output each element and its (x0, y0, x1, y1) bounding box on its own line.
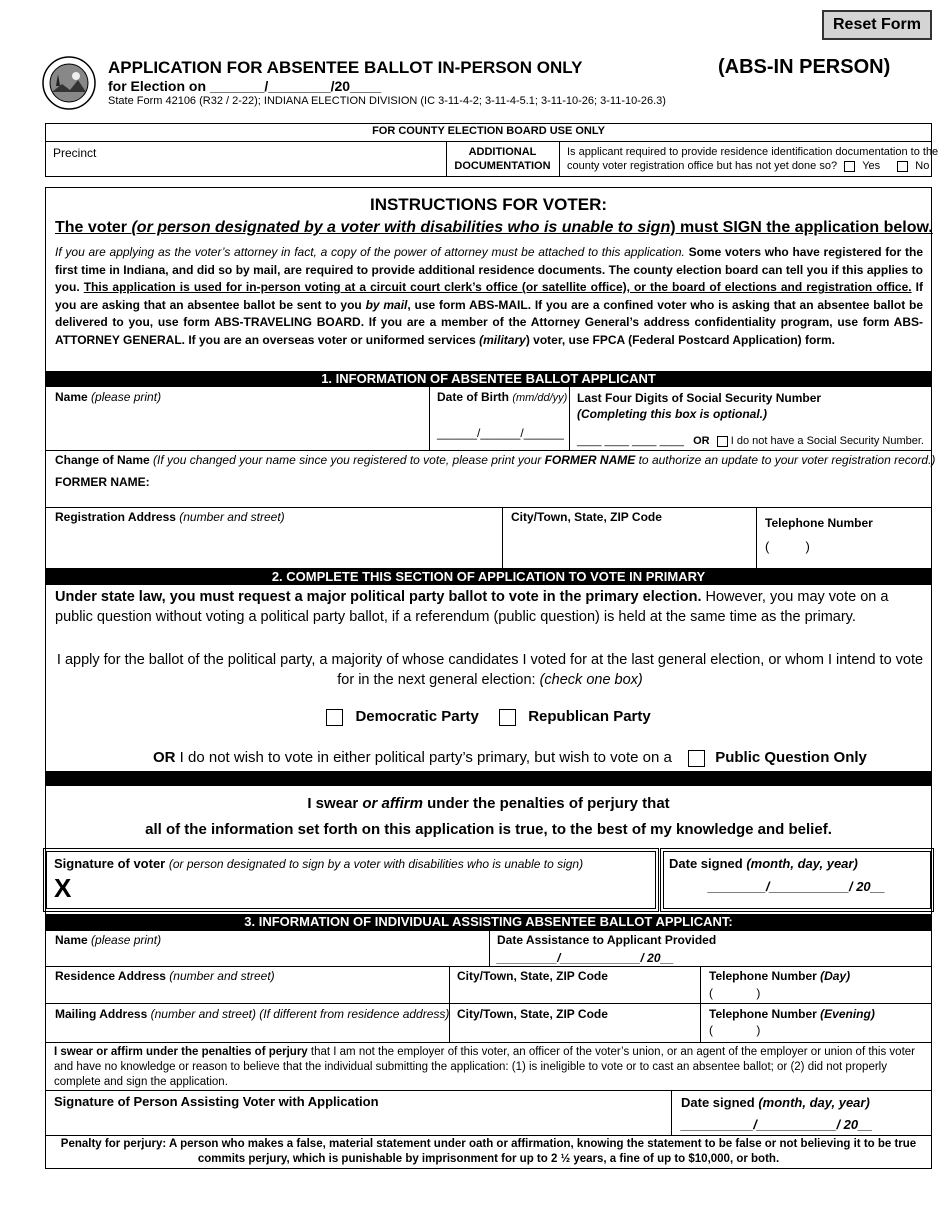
no-ssn-checkbox[interactable] (717, 436, 728, 447)
public-question-label: Public Question Only (715, 749, 867, 766)
applicant-telephone-field[interactable]: Telephone Number (765, 516, 873, 530)
ssn-label: Last Four Digits of Social Security Number (Completing this box is optional.) (577, 391, 822, 421)
section1-header: 1. INFORMATION OF ABSENTEE BALLOT APPLICANT (45, 371, 932, 387)
date-assistance-field[interactable]: _________/____________/ 20__ (497, 951, 674, 965)
date-of-birth-field[interactable]: ______/______/______ (437, 426, 564, 440)
residence-city-field[interactable]: City/Town, State, ZIP Code (457, 969, 608, 983)
county-box-heading: FOR COUNTY ELECTION BOARD USE ONLY (372, 125, 605, 137)
penalty-for-perjury: Penalty for perjury: A person who makes a false, material statement under oath or affirmation, knowing the statement to be false or not believing it to be true commits perjury, which is punishable by imprisonment for up to 2 ½ years, a fine of up to $10,000, or both. (60, 1138, 917, 1165)
residence-id-question: Is applicant required to provide residence identification documentation to the county voter registration office but has not yet done so? Yes No (567, 146, 939, 172)
assistant-name-field[interactable]: Name (please print) (55, 933, 162, 947)
democratic-party-label: Democratic Party (355, 708, 479, 725)
signature-x-mark: X (54, 873, 72, 903)
date-assistance-label: Date Assistance to Applicant Provided (497, 933, 717, 947)
additional-documentation-label: ADDITIONAL DOCUMENTATION (454, 146, 551, 172)
sign-requirement: The voter (or person designated by a voter with disabilities who is unable to sign) must SIGN the application below. (55, 219, 933, 236)
oath-line2: all of the information set forth on this application is true, to the best of my knowledge and belief. (145, 821, 832, 838)
former-name-field[interactable]: FORMER NAME: (55, 475, 150, 489)
telephone-evening-field[interactable]: Telephone Number (Evening) (709, 1007, 875, 1021)
reset-form-button[interactable]: Reset Form (822, 10, 932, 40)
election-date-line[interactable]: for Election on _______/________/20____ (108, 78, 382, 94)
section3-header: 3. INFORMATION OF INDIVIDUAL ASSISTING ABSENTEE BALLOT APPLICANT: (45, 914, 932, 930)
yes-checkbox[interactable] (844, 161, 855, 172)
assistant-date-signed-label: Date signed (month, day, year) (681, 1095, 870, 1110)
no-ssn-label: I do not have a Social Security Number. (730, 435, 924, 447)
state-form-line: State Form 42106 (R32 / 2-22); INDIANA ELECTION DIVISION (IC 3-11-4-2; 3-11-4-5.1; 3-11-10-26; 3-11-10-26.3) (108, 95, 666, 107)
section2-header: 2. COMPLETE THIS SECTION OF APPLICATION TO VOTE IN PRIMARY (45, 568, 932, 585)
instructions-heading: INSTRUCTIONS FOR VOTER: (369, 195, 608, 214)
section2-footer-bar (45, 771, 932, 786)
registration-city-field[interactable]: City/Town, State, ZIP Code (511, 510, 662, 524)
registration-address-field[interactable]: Registration Address (number and street) (55, 510, 285, 524)
applicant-name-field[interactable]: Name (please print) (55, 390, 162, 404)
no-label: No (915, 160, 930, 172)
public-question-checkbox[interactable] (688, 750, 705, 767)
primary-law-text: Under state law, you must request a major political party ballot to vote in the primary election. However, you may vote on a public question without voting a political party ballot, if a referendum (public question) is held at the same time as the primary. (55, 589, 889, 625)
residence-address-field[interactable]: Residence Address (number and street) (55, 969, 275, 983)
indiana-state-seal-icon (42, 56, 96, 110)
voter-signature-label: Signature of voter (or person designated to sign by a voter with disabilities who is unable to sign) (54, 856, 584, 871)
assistant-signature-field[interactable]: Signature of Person Assisting Voter with Application (54, 1094, 379, 1109)
public-question-option: OR I do not wish to vote in either political party’s primary, but wish to vote on a Public Question Only (153, 749, 867, 766)
no-checkbox[interactable] (897, 161, 908, 172)
party-apply-text: I apply for the ballot of the political party, a majority of whose candidates I voted for at the last general election, or whom I intend to vote for in the next general election: (check one box) (56, 652, 924, 688)
change-of-name-label: Change of Name (If you changed your name since you registered to vote, please print your FORMER NAME to authorize an update to your voter registration record.) (55, 453, 936, 467)
precinct-label: Precinct (53, 146, 97, 160)
assistant-oath-text: I swear or affirm under the penalties of perjury that I am not the employer of this voter, an officer of the voter’s union, or an agent of the employer or union of this voter and have no knowledge or reason to believe that the individual submitting the application: (1) is ineligible to vote or to cast an absentee ballot; or (2) did not properly complete and sign the application. (54, 1046, 915, 1088)
form-code: (ABS-IN PERSON) (718, 56, 891, 78)
telephone-day-field[interactable]: Telephone Number (Day) (709, 969, 851, 983)
republican-party-checkbox[interactable] (499, 709, 516, 726)
mailing-address-field[interactable]: Mailing Address (number and street) (If different from residence address) (55, 1007, 450, 1021)
democratic-party-checkbox[interactable] (326, 709, 343, 726)
yes-label: Yes (862, 160, 881, 172)
mailing-city-field[interactable]: City/Town, State, ZIP Code (457, 1007, 608, 1021)
oath-line1: I swear or affirm under the penalties of perjury that (307, 795, 670, 812)
voter-date-signed-label: Date signed (month, day, year) (669, 856, 858, 871)
instructions-paragraph: If you are applying as the voter’s attorney in fact, a copy of the power of attorney must be attached to this application. Some voters who have registered for the first time in Indiana, and did so by mail, are required to provide additional residence documents. The county election board can tell you if this applies to you. This application is used for in-person voting at a circuit court clerk’s office (or satellite office), or the board of elections and registration office. If you are asking that an absentee ballot be sent to you by mail, use form ABS-MAIL. If you are a confined voter who is asking that an absentee ballot be delivered to you, use form ABS-TRAVELING BOARD. If you are a member of the Attorney General’s address confidentiality program, use form ABS-ATTORNEY GENERAL. If you are an overseas voter or uniformed services (military) voter, use FPCA (Federal Postcard Application) form. (55, 245, 923, 347)
assistant-date-signed-field[interactable]: __________/___________/ 20__ (681, 1117, 873, 1132)
telephone-evening-parens: ( ) (709, 1023, 761, 1037)
republican-party-label: Republican Party (528, 708, 651, 725)
applicant-telephone-parens: ( ) (765, 539, 810, 554)
voter-date-signed-blank: ________/___________/ 20__ (708, 879, 886, 894)
date-of-birth-label: Date of Birth (mm/dd/yy) (437, 390, 568, 404)
form-title: APPLICATION FOR ABSENTEE BALLOT IN-PERSON ONLY (108, 58, 583, 77)
party-options (45, 708, 932, 726)
ssn-field[interactable]: ____ ____ ____ ____ OR I do not have a Social Security Number. (577, 435, 924, 447)
telephone-day-parens: ( ) (709, 986, 761, 1000)
